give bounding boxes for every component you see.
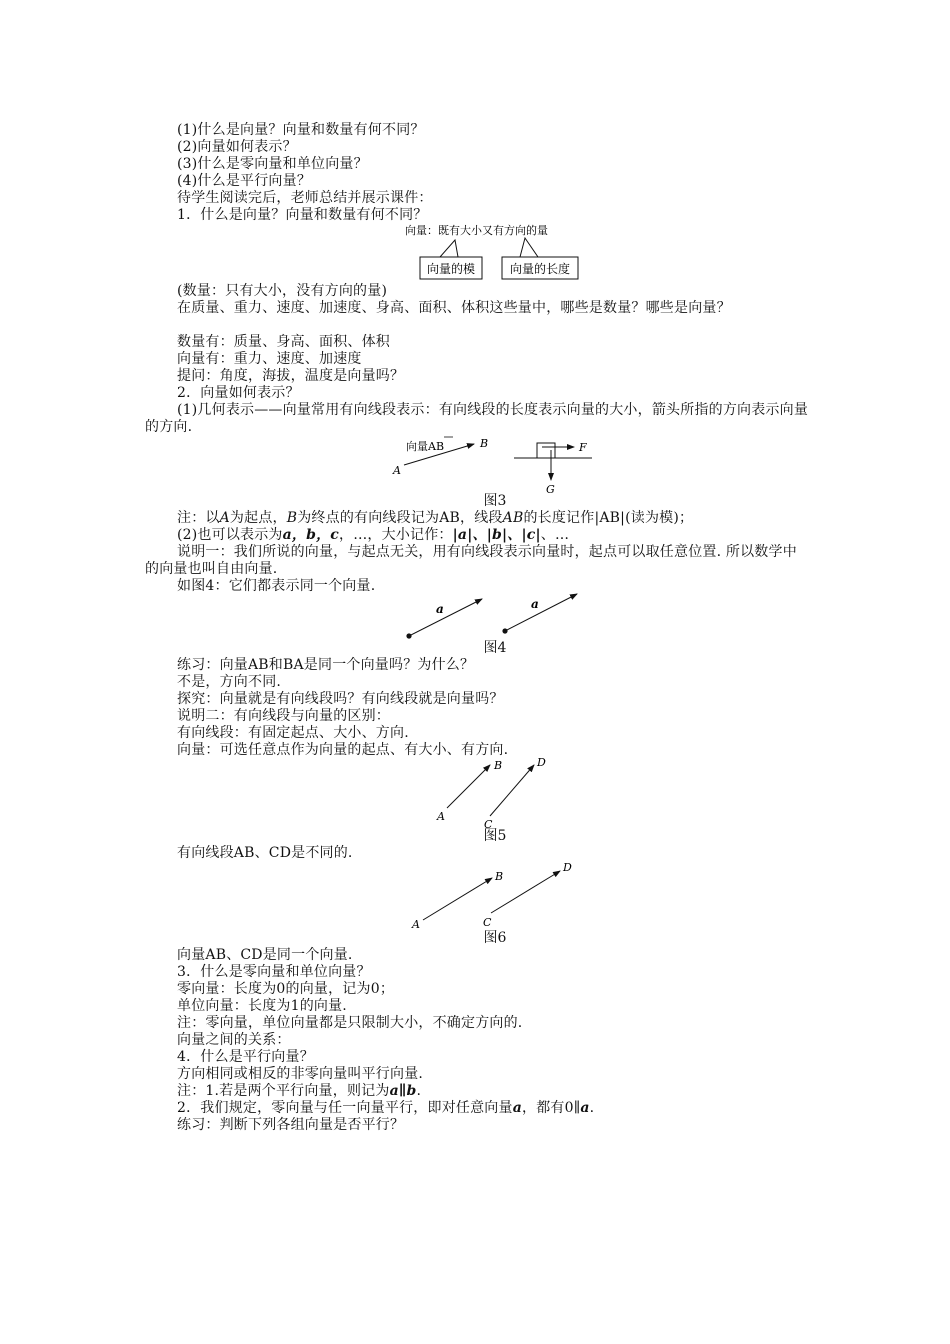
- figure-3-caption: 图3: [483, 493, 507, 509]
- zero-unit-note: 注：零向量，单位向量都是只限制大小，不确定方向的.: [177, 1015, 523, 1031]
- letter-text-3: 、…: [540, 527, 570, 543]
- section-4-heading: 4．什么是平行向量？: [177, 1049, 314, 1065]
- parallel-note-2: [177, 1100, 842, 1117]
- letter-vectors: a，b，c: [282, 527, 340, 543]
- note-text-4: 的长度记作|AB|(读为模)；: [523, 510, 694, 526]
- fig6-point-d: D: [563, 861, 572, 874]
- parallel-def: 方向相同或相反的非零向量叫平行向量.: [177, 1066, 424, 1082]
- note-point-b: B: [286, 510, 298, 526]
- fig5-point-a: A: [437, 810, 445, 823]
- section-1-heading: 1．什么是向量？向量和数量有何不同？: [177, 207, 428, 223]
- question-4: (4)什么是平行向量？: [177, 173, 312, 189]
- fig6-vector-ab: [423, 878, 492, 920]
- fig5-segment-ab: [447, 765, 490, 808]
- fig5-point-c: C: [484, 818, 493, 831]
- section-3-heading: 3．什么是零向量和单位向量？: [177, 964, 371, 980]
- parallel-note-1-end: .: [416, 1083, 422, 1099]
- exploration: 探究：向量就是有向线段吗？有向线段就是向量吗？: [177, 691, 504, 707]
- question-1: (1)什么是向量？向量和数量有何不同？: [177, 122, 425, 138]
- question-2: (2)向量如何表示？: [177, 139, 297, 155]
- vector-def: 向量：可选任意点作为向量的起点、有大小、有方向.: [177, 742, 509, 758]
- fig3-block: [537, 443, 555, 458]
- scalar-definition: (数量：只有大小，没有方向的量): [177, 283, 388, 299]
- fig5-segment-cd: [490, 765, 534, 816]
- explanation-2: 说明二：有向线段与向量的区别：: [177, 708, 390, 724]
- exercise-parallel: 练习：判断下列各组向量是否平行？: [177, 1117, 405, 1133]
- fig6-point-b: B: [495, 870, 504, 883]
- scalars-list: 数量有：质量、身高、面积、体积: [177, 334, 390, 350]
- box-left-label: 向量的模: [426, 262, 476, 276]
- unit-vector-def: 单位向量：长度为1的向量.: [177, 998, 347, 1014]
- quantity-question: 在质量、重力、速度、加速度、身高、面积、体积这些量中，哪些是数量？哪些是向量？: [177, 300, 731, 316]
- directed-segment-def: 有向线段：有固定起点、大小、方向.: [177, 725, 409, 741]
- callout-left: [440, 240, 458, 257]
- fig4-vector-right: [505, 594, 577, 631]
- note-text-1: 注：以: [177, 510, 220, 526]
- figure-5: [430, 752, 560, 832]
- letter-magnitudes: |a|、|b|、|c|: [452, 527, 541, 543]
- fig3-label-f: F: [579, 441, 587, 454]
- figure-3: [390, 432, 600, 498]
- parallel-notation: a∥b: [389, 1083, 417, 1099]
- vector-relations: 向量之间的关系：: [177, 1032, 291, 1048]
- box-right-label: 向量的长度: [509, 262, 571, 276]
- geometric-representation: (1)几何表示——向量常用有向线段表示：有向线段的长度表示向量的大小，箭头所指的方向表示向量的方向.: [145, 402, 809, 435]
- figure-4-caption: 图4: [483, 640, 507, 656]
- section-2-heading: 2．向量如何表示？: [177, 385, 300, 401]
- note-point-a: A: [219, 510, 230, 526]
- parallel-note-2-end: .: [589, 1100, 595, 1116]
- same-vector: 向量AB、CD是同一个向量.: [177, 947, 353, 963]
- fig5-point-d: D: [537, 756, 546, 769]
- letter-representation: [177, 527, 842, 544]
- question-3: (3)什么是零向量和单位向量？: [177, 156, 368, 172]
- fig4-vector-left: [409, 599, 482, 636]
- fig4-label-left: a: [436, 602, 444, 616]
- parallel-note-1: [177, 1083, 842, 1100]
- fig3-vector-label: 向量AB: [406, 440, 445, 453]
- zero-vector-def: 零向量：长度为0的向量，记为0；: [177, 981, 395, 997]
- fig3-point-b: B: [480, 437, 489, 450]
- diagram-title: 向量：既有大小又有方向的量: [405, 224, 548, 237]
- parallel-note-2-vector-a2: a: [580, 1100, 590, 1116]
- exercise-1: 练习：向量AB和BA是同一个向量吗？为什么？: [177, 657, 475, 673]
- note-segment-ab: AB: [502, 510, 524, 526]
- explanation-1: 说明一：我们所说的向量，与起点无关，用有向线段表示向量时，起点可以取任意位置. 所以数学中的向量也叫自由向量.: [145, 544, 797, 577]
- fig6-point-a: A: [412, 918, 420, 931]
- teacher-summary: 待学生阅读完后，老师总结并展示课件：: [177, 190, 433, 206]
- note-text-2: 为起点，: [229, 510, 287, 526]
- figure-5-caption: 图5: [483, 828, 507, 844]
- parallel-note-1-text: 注：1.若是两个平行向量，则记为: [177, 1083, 390, 1099]
- exercise-1-answer: 不是，方向不同.: [177, 674, 282, 690]
- parallel-note-2-text-1: 2．我们规定，零向量与任一向量平行，即对任意向量: [177, 1100, 513, 1116]
- fig6-point-c: C: [483, 916, 492, 929]
- segments-different: 有向线段AB、CD是不同的.: [177, 845, 353, 861]
- callout-right: [520, 238, 538, 257]
- vector-concept-diagram: [400, 222, 590, 282]
- note-endpoints: [177, 510, 842, 527]
- vectors-list: 向量有：重力、速度、加速度: [177, 351, 362, 367]
- parallel-note-2-vector-a: a: [512, 1100, 522, 1116]
- letter-text-2: ，…，大小记作：: [339, 527, 453, 543]
- parallel-note-2-text-2: ，都有0∥: [522, 1100, 581, 1116]
- fig5-point-b: B: [494, 759, 503, 772]
- question-prompt: 提问：角度，海拔，温度是向量吗？: [177, 368, 405, 384]
- fig4-label-right: a: [531, 597, 539, 611]
- figure-6: [405, 856, 585, 936]
- figure-6-caption: 图6: [483, 930, 507, 946]
- fig3-point-a: A: [393, 464, 401, 477]
- fig3-label-g: G: [546, 483, 555, 496]
- note-text-3: 为终点的有向线段记为AB，线段: [297, 510, 503, 526]
- figure-4: [400, 592, 590, 640]
- letter-text-1: (2)也可以表示为: [177, 527, 283, 543]
- figure-4-intro: 如图4：它们都表示同一个向量.: [177, 578, 376, 594]
